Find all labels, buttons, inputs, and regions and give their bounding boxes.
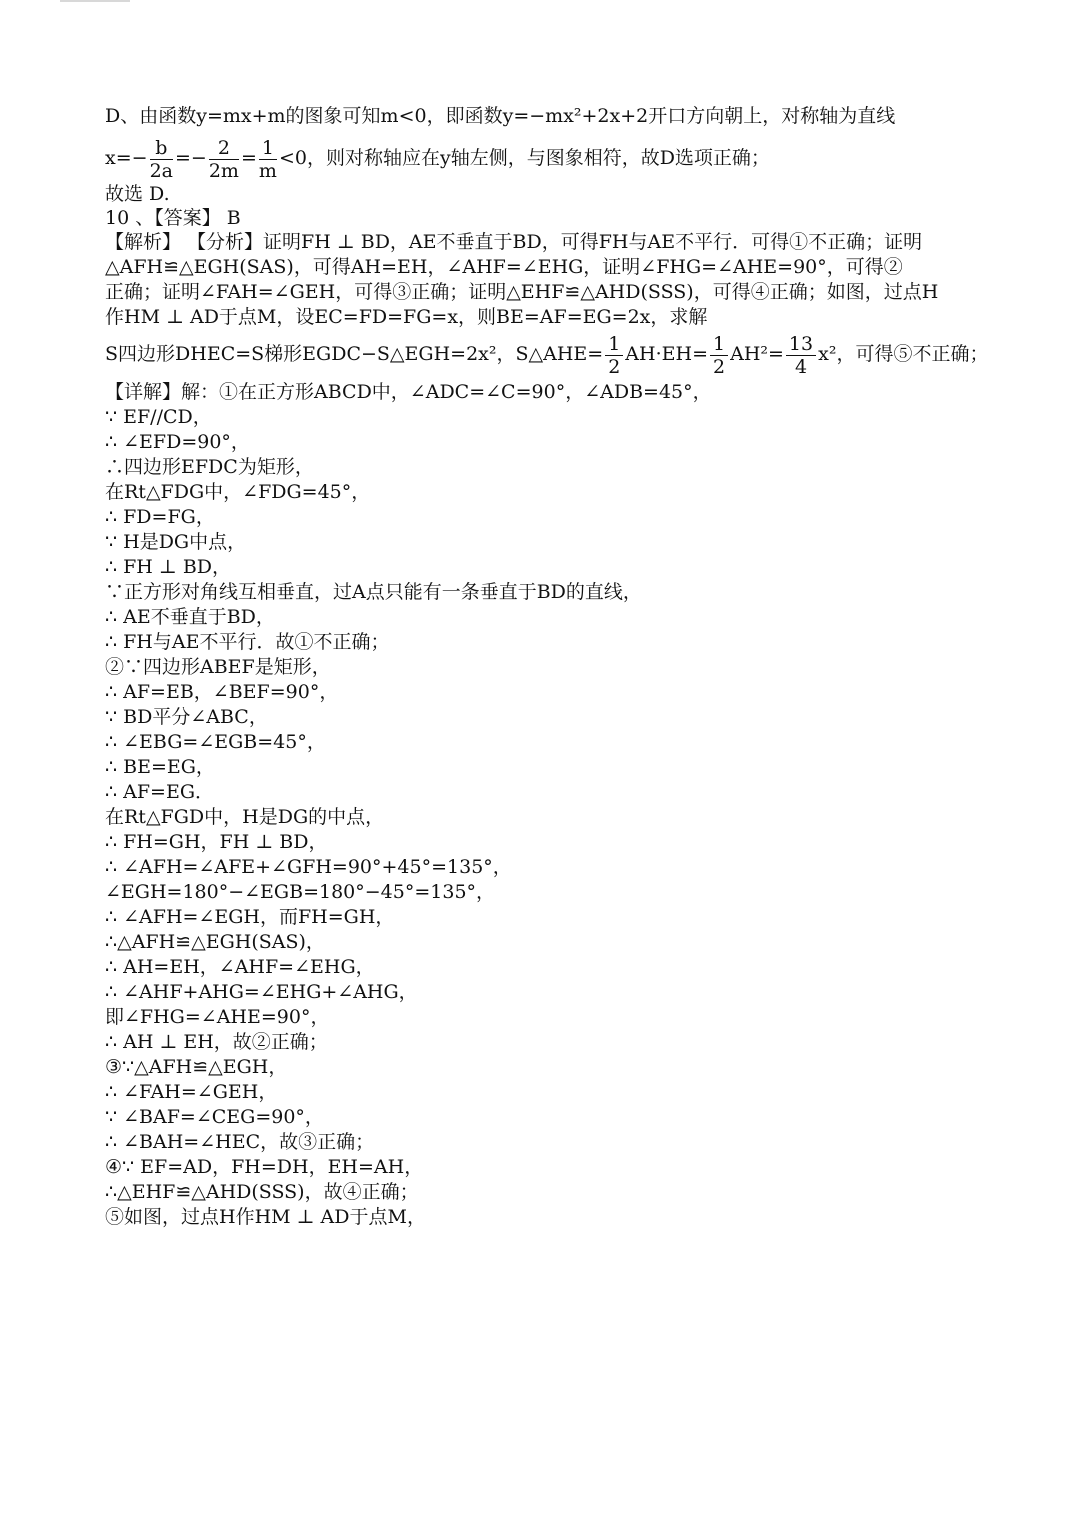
option-d-line-3: 故选 D. <box>105 183 170 205</box>
question-10-answer: 10 、【答案】 B <box>105 207 241 229</box>
step-line: ∴ AH=EH，∠AHF=∠EHG， <box>105 956 375 978</box>
step-line: ④∵ EF=AD，FH=DH，EH=AH， <box>105 1156 424 1178</box>
step-line: ∴ BE=EG， <box>105 756 215 778</box>
fraction-numerator: b <box>150 137 173 160</box>
fraction-1-over-m <box>259 137 277 182</box>
step-line: ∴ FH=GH，FH ⊥ BD， <box>105 831 328 853</box>
fraction-b-over-2a <box>150 137 173 182</box>
step-line: ∴ AE不垂直于BD， <box>105 606 275 628</box>
step-line: ∴ ∠BAH=∠HEC，故③正确； <box>105 1131 375 1153</box>
fraction-denominator: 2 <box>608 355 621 378</box>
axis-formula-tail: <0，则对称轴应在y轴左侧，与图象相符，故D选项正确； <box>278 147 770 169</box>
option-d-line-2 <box>105 134 770 182</box>
step-line: ∴ ∠AFH=∠AFE+∠GFH=90°+45°=135°， <box>105 856 512 878</box>
step-line: ②∵四边形ABEF是矩形， <box>105 656 331 678</box>
analysis-line-3: 正确；证明∠FAH=∠GEH，可得③正确；证明△EHF≌△AHD(SSS)，可得④正确；如图，过点H <box>105 281 939 303</box>
step-line: ∴ ∠AHF+AHG=∠EHG+∠AHG， <box>105 981 418 1003</box>
fraction-denominator: 2 <box>713 355 726 378</box>
step-line: ∵正方形对角线互相垂直，过A点只能有一条垂直于BD的直线， <box>105 581 642 603</box>
analysis-line-5 <box>105 330 988 378</box>
fraction-numerator: 13 <box>786 333 816 356</box>
formula-equals: =− <box>174 147 207 169</box>
step-line: ∴ AH ⊥ EH，故②正确； <box>105 1031 328 1053</box>
scan-edge-mark <box>60 0 130 2</box>
step-line: 【详解】解：①在正方形ABCD中，∠ADC=∠C=90°，∠ADB=45°， <box>105 381 712 403</box>
fraction-numerator: 1 <box>259 137 277 160</box>
fraction-1-over-2 <box>605 333 623 378</box>
step-line: ∴ AF=EB，∠BEF=90°， <box>105 681 339 703</box>
area-formula-part-4: x²，可得⑤不正确； <box>818 343 989 365</box>
fraction-denominator: m <box>258 159 277 182</box>
step-line: 在Rt△FGD中，H是DG的中点， <box>105 806 385 828</box>
step-line: ∵ H是DG中点， <box>105 531 247 553</box>
step-line: ∠EGH=180°−∠EGB=180°−45°=135°， <box>105 881 496 903</box>
option-d-line-1: D、由函数y=mx+m的图象可知m<0，即函数y=−mx²+2x+2开口方向朝上，对称轴为直线 <box>105 105 896 127</box>
area-formula-part-1: S四边形DHEC=S梯形EGDC−S△EGH=2x²，S△AHE= <box>105 343 604 365</box>
step-line: ∴△AFH≌△EGH(SAS)， <box>105 931 325 953</box>
step-line: ∴ ∠EFD=90°， <box>105 431 250 453</box>
fraction-denominator: 4 <box>794 355 808 378</box>
step-line: 即∠FHG=∠AHE=90°， <box>105 1006 330 1028</box>
area-formula-part-2: AH·EH= <box>625 343 708 365</box>
formula-equals: = <box>240 147 257 169</box>
step-line: ∵ BD平分∠ABC， <box>105 706 268 728</box>
step-line: ∴△EHF≌△AHD(SSS)，故④正确； <box>105 1181 419 1203</box>
step-line: ③∵△AFH≌△EGH， <box>105 1056 288 1078</box>
step-line: ∴ AF=EG． <box>105 781 214 803</box>
step-line: ∴ FH与AE不平行．故①不正确； <box>105 631 390 653</box>
step-line: ∴四边形EFDC为矩形， <box>105 456 314 478</box>
analysis-line-1: 【解析】 【分析】证明FH ⊥ BD，AE不垂直于BD，可得FH与AE不平行．可得①不正确；证明 <box>105 231 923 253</box>
step-line: ∴ FD=FG， <box>105 506 215 528</box>
axis-formula-lead: x=− <box>105 147 148 169</box>
fraction-numerator: 1 <box>605 333 623 356</box>
fraction-denominator: 2m <box>208 159 239 182</box>
fraction-1-over-2 <box>710 333 728 378</box>
fraction-numerator: 1 <box>710 333 728 356</box>
fraction-denominator: 2a <box>149 159 173 182</box>
analysis-line-2: △AFH≌△EGH(SAS)，可得AH=EH，∠AHF=∠EHG，证明∠FHG=∠AHE=90°，可得② <box>105 256 903 278</box>
fraction-2-over-2m <box>209 137 239 182</box>
area-formula-part-3: AH²= <box>730 343 784 365</box>
analysis-line-4: 作HM ⊥ AD于点M，设EC=FD=FG=x，则BE=AF=EG=2x，求解 <box>105 306 708 328</box>
fraction-13-over-4 <box>786 333 816 378</box>
step-line: ⑤如图，过点H作HM ⊥ AD于点M， <box>105 1206 426 1228</box>
step-line: ∵ EF//CD， <box>105 406 212 428</box>
step-line: ∵ ∠BAF=∠CEG=90°， <box>105 1106 324 1128</box>
fraction-numerator: 2 <box>209 137 239 160</box>
step-line: ∴ ∠EBG=∠EGB=45°， <box>105 731 326 753</box>
step-line: ∴ ∠AFH=∠EGH，而FH=GH， <box>105 906 395 928</box>
step-line: ∴ ∠FAH=∠GEH， <box>105 1081 278 1103</box>
step-line: ∴ FH ⊥ BD， <box>105 556 232 578</box>
step-line: 在Rt△FDG中，∠FDG=45°， <box>105 481 371 503</box>
